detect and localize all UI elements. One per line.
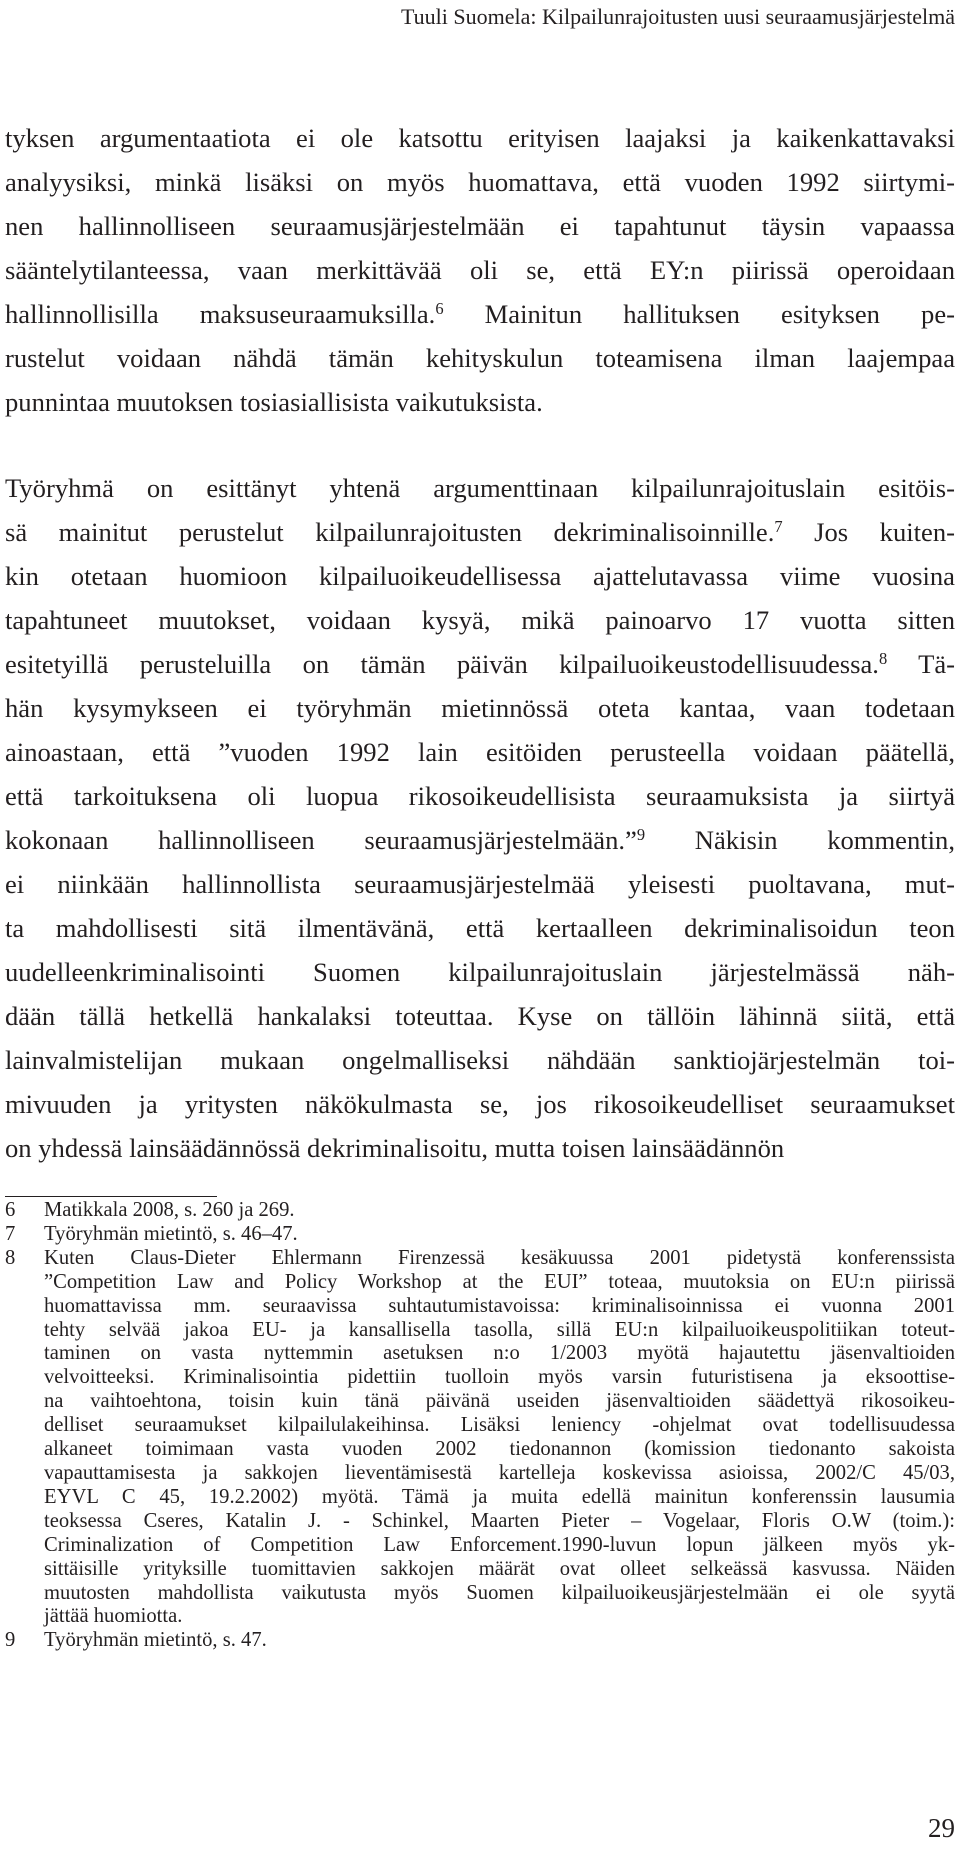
line-text: hän kysymykseen ei työryhmän mietinnössä oteta kantaa, vaan todetaan [5, 693, 955, 723]
line-text: Näkisin kommentin, [645, 825, 955, 855]
text-line [5, 1082, 955, 1126]
line-text: lainvalmistelijan mukaan ongelmalliseksi nähdään sanktiojärjestelmän toi- [5, 1045, 955, 1075]
footnote-line: teoksessa Cseres, Katalin J. - Schinkel, Maarten Pieter – Vogelaar, Floris O.W (toim.): [44, 1509, 955, 1532]
line-text: kin otetaan huomioon kilpailuoikeudellisessa ajattelutavassa viime vuosina [5, 561, 955, 591]
footnote-line: huomattavissa mm. seuraavissa suhtautumistavoissa: kriminalisoinnissa ei vuonna 2001 [44, 1294, 955, 1317]
footnote-number: 9 [5, 1629, 16, 1652]
line-text: mivuuden ja yritysten näkökulmasta se, jos rikosoikeudelliset seuraamukset [5, 1089, 955, 1119]
footnote-line: Matikkala 2008, s. 260 ja 269. [44, 1199, 295, 1221]
text-line [5, 818, 955, 862]
footnote-line: Kuten Claus-Dieter Ehlermann Firenzessä kesäkuussa 2001 pidetystä konferenssista [44, 1246, 955, 1269]
text-line [5, 950, 955, 994]
footnote-reference: 9 [636, 824, 646, 844]
page-number: 29 [928, 1813, 955, 1843]
line-text: Mainitun hallituksen esityksen pe- [443, 299, 955, 329]
text-line [5, 510, 955, 554]
footnote-line: alkaneet toimimaan vasta vuoden 2002 tiedonannon (komission tiedonanto sakoista [44, 1438, 955, 1461]
footnote-7 [5, 1223, 955, 1247]
line-text: nen hallinnolliseen seuraamusjärjestelmään ei tapahtunut täysin vapaassa [5, 211, 955, 241]
footnote-line: muutosten mahdollista vaikutusta myös Suomen kilpailuoikeusjärjestelmään ei ole syytä [44, 1581, 955, 1604]
text-line [5, 1038, 955, 1082]
body-paragraph-2 [5, 466, 955, 1170]
footnote-separator [5, 1196, 217, 1197]
line-text: analyysiksi, minkä lisäksi on myös huomattava, että vuoden 1992 siirtymi- [5, 167, 955, 197]
line-text: sä mainitut perustelut kilpailunrajoitusten dekriminalisoinnille. [5, 517, 775, 547]
line-text: ei niinkään hallinnollista seuraamusjärjestelmää yleisesti puoltavana, mut- [5, 869, 955, 899]
text-line [5, 554, 955, 598]
footnote-line: tehty selvää jakoa EU- ja kansallisella tasolla, sillä EU:n kilpailuoikeuspolitiikan toteut- [44, 1318, 955, 1341]
text-line [5, 1126, 955, 1170]
line-text: on yhdessä lainsäädännössä dekriminalisoitu, mutta toisen lainsäädännön [5, 1133, 785, 1163]
footnote-reference: 7 [774, 516, 783, 536]
text-line [5, 116, 955, 160]
text-line [5, 862, 955, 906]
footnote-line: ”Competition Law and Policy Workshop at the EUI” toteaa, muutoksia on EU:n piirissä [44, 1270, 955, 1293]
line-text: tapahtuneet muutokset, voidaan kysyä, mikä painoarvo 17 vuotta sitten [5, 605, 955, 635]
footnote-number: 7 [5, 1222, 16, 1245]
footnote-8 [5, 1247, 955, 1630]
footnote-reference: 8 [878, 648, 888, 668]
footnote-line: Työryhmän mietintö, s. 46–47. [44, 1222, 298, 1245]
text-line [5, 160, 955, 204]
text-line [5, 204, 955, 248]
text-line [5, 730, 955, 774]
text-line [5, 906, 955, 950]
footnote-line: delliset seuraamukset kilpailulakeihinsa. Lisäksi leniency -ohjelmat ovat todellisuudessa [44, 1414, 955, 1437]
line-text: esitetyillä perusteluilla on tämän päivän kilpailuoikeustodellisuudessa. [5, 649, 879, 679]
line-text: tyksen argumentaatiota ei ole katsottu erityisen laajaksi ja kaikenkattavaksi [5, 123, 955, 153]
text-line [5, 466, 955, 510]
text-line [5, 994, 955, 1038]
text-line [5, 248, 955, 292]
text-line [5, 598, 955, 642]
footnote-number: 8 [5, 1246, 16, 1269]
footnote-line: sittäisille yrityksille tuomittavien sakkojen määrät ovat olleet selkeässä kasvussa. Näiden [44, 1557, 955, 1580]
footnote-line: EYVL C 45, 19.2.2002) myötä. Tämä ja muita edellä mainitun konferenssin lausumia [44, 1485, 955, 1508]
footnote-line: Työryhmän mietintö, s. 47. [44, 1629, 267, 1652]
footnotes [5, 1199, 955, 1653]
running-header: Tuuli Suomela: Kilpailunrajoitusten uusi seuraamusjärjestelmä [401, 4, 955, 29]
footnote-line: Criminalization of Competition Law Enforcement.1990-luvun lopun jälkeen myös yk- [44, 1533, 955, 1556]
line-text: Työryhmä on esittänyt yhtenä argumenttinaan kilpailunrajoituslain esitöis- [5, 473, 955, 503]
footnote-line: jättää huomiotta. [44, 1605, 183, 1628]
line-text: punnintaa muutoksen tosiasiallisista vaikutuksista. [5, 387, 543, 417]
text-line [5, 774, 955, 818]
line-text: rustelut voidaan nähdä tämän kehityskulun toteamisena ilman laajempaa [5, 343, 955, 373]
text-line [5, 336, 955, 380]
footnote-line: na vaihtoehtona, toisin kuin tänä päivänä useiden jäsenvaltioiden säädettyä rikosoikeu- [44, 1390, 955, 1413]
body-paragraph-1 [5, 116, 955, 424]
line-text: että tarkoituksena oli luopua rikosoikeudellisista seuraamuksista ja siirtyä [5, 781, 955, 811]
line-text: kokonaan hallinnolliseen seuraamusjärjestelmään.” [5, 825, 637, 855]
text-line [5, 380, 955, 424]
line-text: Tä- [887, 649, 955, 679]
footnote-reference: 6 [435, 298, 444, 318]
line-text: sääntelytilanteessa, vaan merkittävää oli se, että EY:n piirissä operoidaan [5, 255, 955, 285]
line-text: uudelleenkriminalisointi Suomen kilpailunrajoituslain järjestelmässä näh- [5, 957, 955, 987]
line-text: hallinnollisilla maksuseuraamuksilla. [5, 299, 436, 329]
footnote-line: taminen on vasta nyttemmin asetuksen n:o 1/2003 myötä hajautettu jäsenvaltioiden [44, 1342, 955, 1365]
line-text: ta mahdollisesti sitä ilmentävänä, että kertaalleen dekriminalisoidun teon [5, 913, 955, 943]
footnote-number: 6 [5, 1199, 16, 1221]
footnote-9 [5, 1629, 955, 1653]
text-line [5, 292, 955, 336]
line-text: Jos kuiten- [782, 517, 955, 547]
text-line [5, 642, 955, 686]
footnote-line: vapauttamisesta ja sakkojen lieventämisestä kartelleja koskevissa asioissa, 2002/C 45/03, [44, 1461, 955, 1484]
footnote-line: velvoitteeksi. Kriminalisointia pidettiin tuolloin myös varsin futuristisena ja eksoottise- [44, 1366, 955, 1389]
line-text: ainoastaan, että ”vuoden 1992 lain esitöiden perusteella voidaan päätellä, [5, 737, 955, 767]
footnote-6 [5, 1199, 955, 1223]
text-line [5, 686, 955, 730]
line-text: dään tällä hetkellä hankalaksi toteuttaa. Kyse on tällöin lähinnä siitä, että [5, 1001, 955, 1031]
